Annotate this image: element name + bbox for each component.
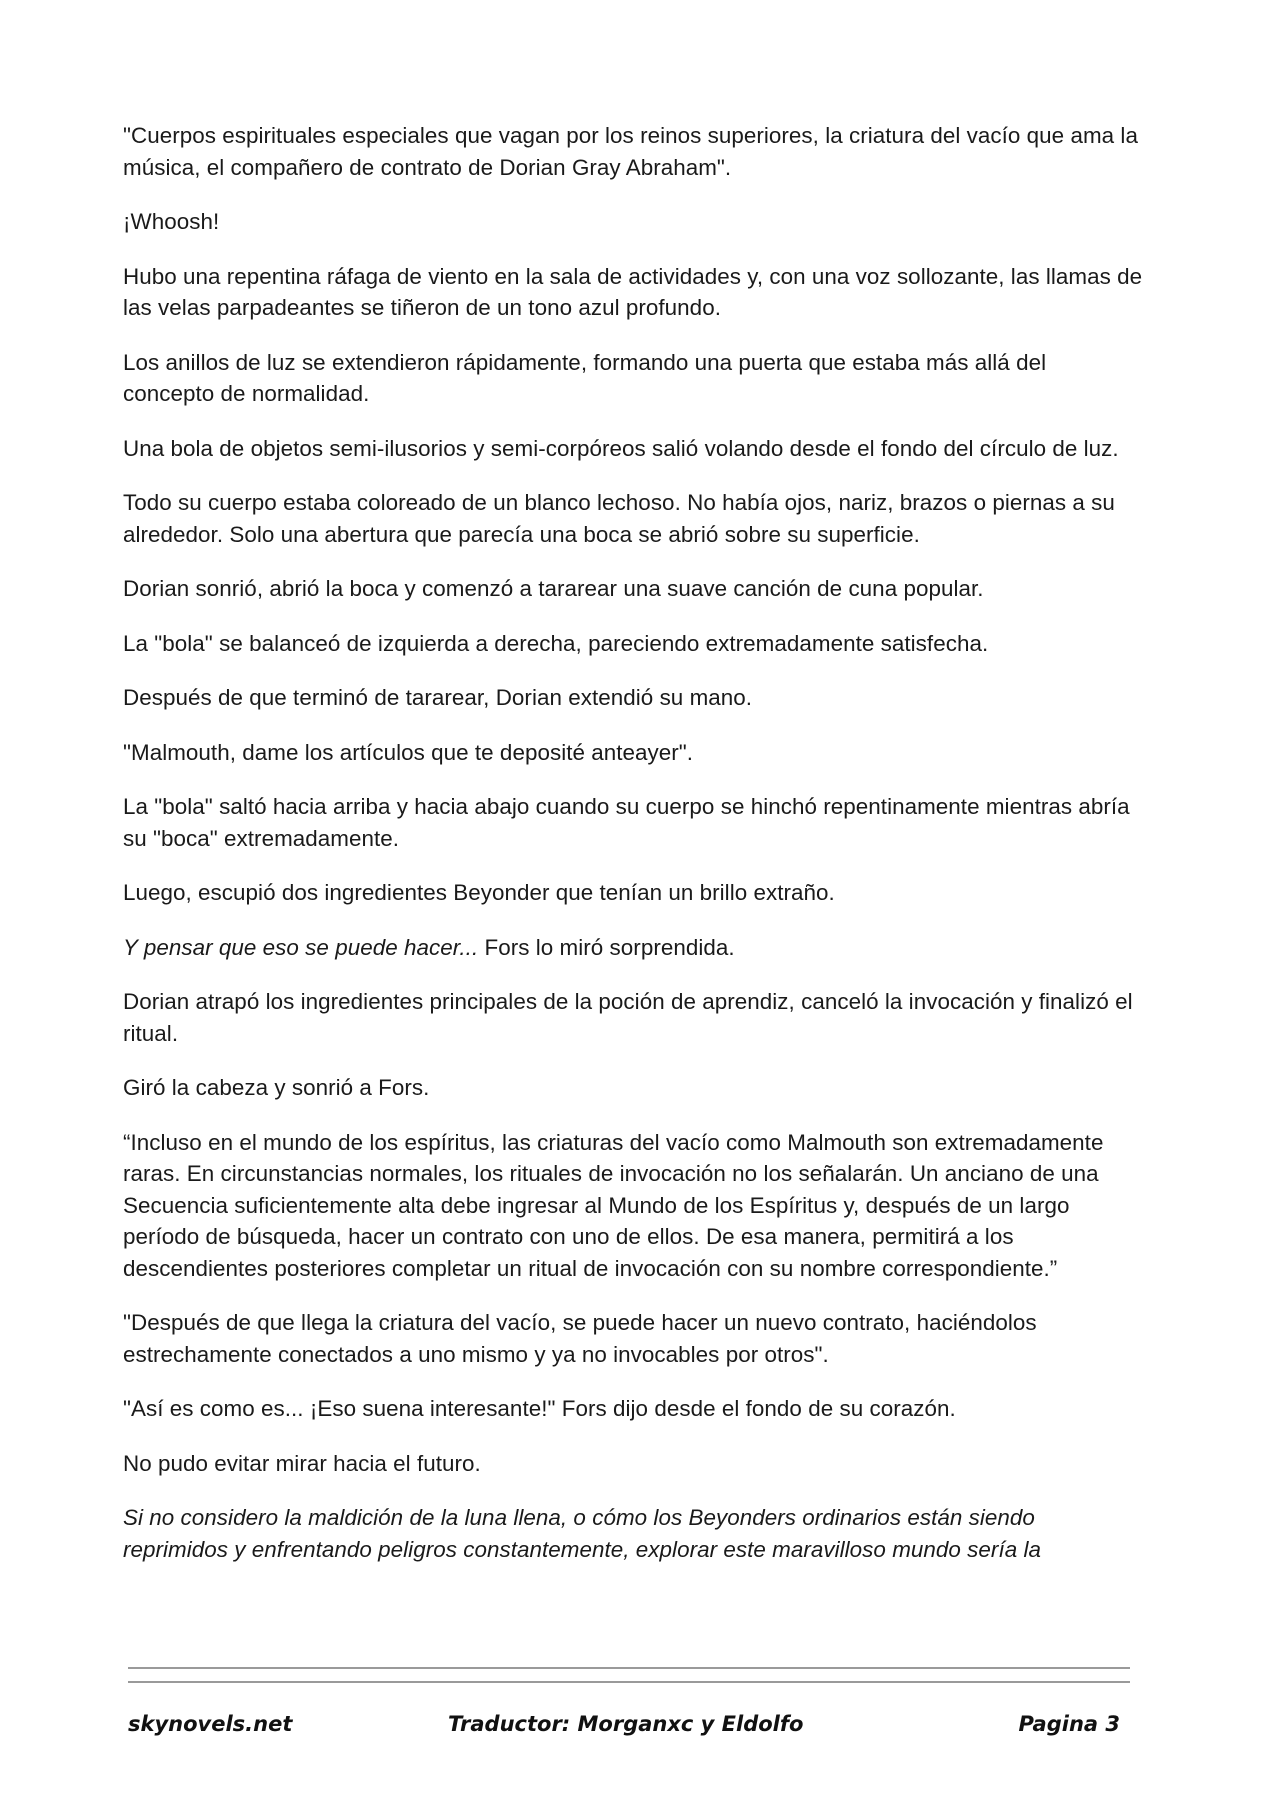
paragraph: No pudo evitar mirar hacia el futuro. [123, 1450, 481, 1476]
paragraph: Dorian atrapó los ingredientes principales de la poción de aprendiz, canceló la invocación y finalizó el ritual. [123, 989, 1133, 1046]
italic-thought-text: Y pensar que eso se puede hacer... [123, 934, 479, 960]
paragraph: Dorian sonrió, abrió la boca y comenzó a tararear una suave canción de cuna popular. [123, 576, 984, 601]
paragraph: “Incluso en el mundo de los espíritus, las criaturas del vacío como Malmouth son extremadamente raras. En circunstancias normales, los rituales de invocación no los señalarán. Un anciano de una Secuencia suficientemente alta debe ingresar al Mundo de los Espíritus y, después de un largo período de búsqueda, hacer un contrato con uno de ellos. De esa manera, permitirá a los descendientes posteriores completar un ritual de invocación con su nombre correspondiente.” [123, 1129, 1104, 1281]
paragraph: La "bola" saltó hacia arriba y hacia abajo cuando su cuerpo se hinchó repentinamente mientras abría su "boca" extremadamente. [123, 794, 1130, 851]
narration-text: Fors lo miró sorprendida. [478, 934, 735, 960]
mixed-style-paragraph [123, 932, 1143, 964]
paragraph: "Así es como es... ¡Eso suena interesante!" Fors dijo desde el fondo de su corazón. [123, 1396, 956, 1421]
footer-page-number: Pagina 3 [1018, 1712, 1120, 1736]
footer-translator: Traductor: Morganxc y Eldolfo [448, 1712, 804, 1736]
paragraph: Después de que terminó de tararear, Dorian extendió su mano. [123, 685, 753, 710]
paragraph: "Cuerpos espirituales especiales que vagan por los reinos superiores, la criatura del vacío que ama la música, el compañero de contrato de Dorian Gray Abraham". [123, 123, 1138, 180]
document-body [123, 120, 1143, 1588]
footer-divider-top [128, 1667, 1130, 1669]
paragraph: La "bola" se balanceó de izquierda a derecha, pareciendo extremadamente satisfecha. [123, 630, 989, 656]
footer-divider-bottom [128, 1681, 1130, 1683]
paragraph: "Después de que llega la criatura del vacío, se puede hacer un nuevo contrato, haciéndolos estrechamente conectados a uno mismo y ya no invocables por otros". [123, 1310, 1037, 1367]
paragraph: Luego, escupió dos ingredientes Beyonder que tenían un brillo extraño. [123, 880, 835, 905]
paragraph: Hubo una repentina ráfaga de viento en la sala de actividades y, con una voz sollozante, las llamas de las velas parpadeantes se tiñeron de un tono azul profundo. [123, 263, 1143, 320]
paragraph: Todo su cuerpo estaba coloreado de un blanco lechoso. No había ojos, nariz, brazos o piernas a su alrededor. Solo una abertura que parecía una boca se abrió sobre su superficie. [123, 490, 1115, 547]
paragraph: Los anillos de luz se extendieron rápidamente, formando una puerta que estaba más allá del concepto de normalidad. [123, 349, 1047, 406]
footer-site: skynovels.net [128, 1712, 293, 1736]
paragraph: ¡Whoosh! [123, 209, 220, 234]
paragraph: "Malmouth, dame los artículos que te deposité anteayer". [123, 739, 694, 765]
paragraph: Giró la cabeza y sonrió a Fors. [123, 1075, 430, 1100]
italic-paragraph: Si no considero la maldición de la luna llena, o cómo los Beyonders ordinarios están siendo reprimidos y enfrentando peligros constantemente, explorar este maravilloso mundo sería la [123, 1505, 1042, 1562]
paragraph: Una bola de objetos semi-ilusorios y semi-corpóreos salió volando desde el fondo del círculo de luz. [123, 435, 1119, 461]
